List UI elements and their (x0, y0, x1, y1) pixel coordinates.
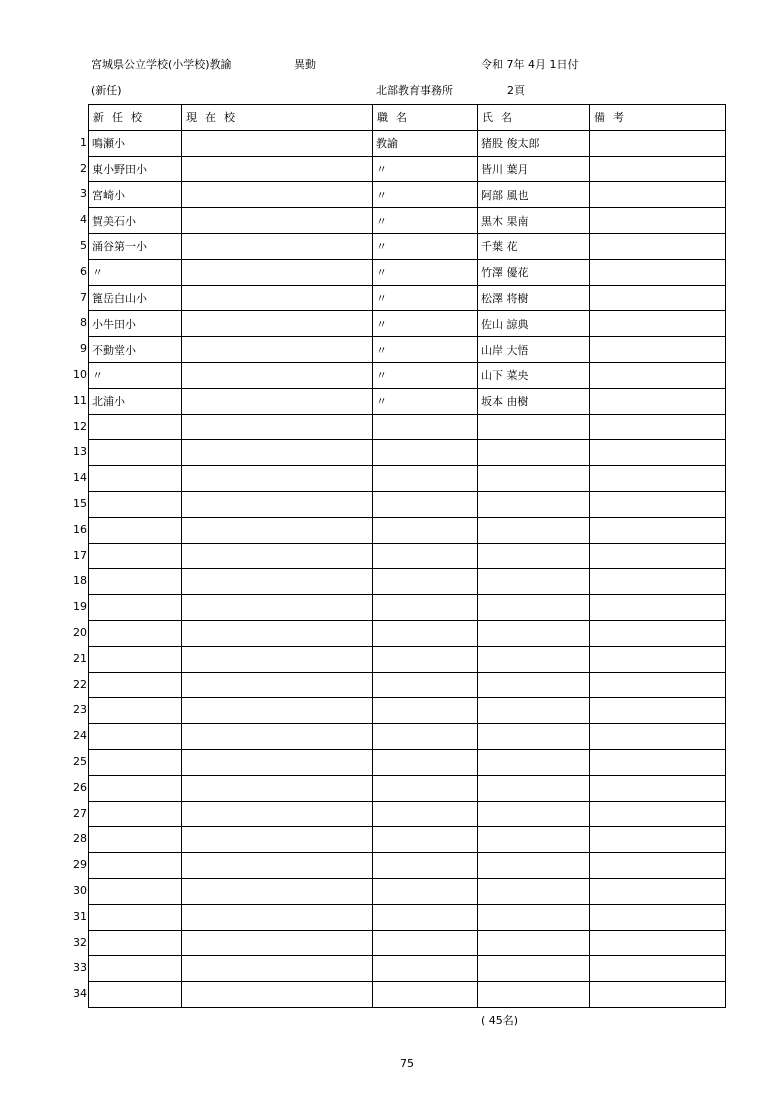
new-school-text: 篦岳白山小 (92, 291, 147, 305)
cell-new-school (73, 362, 182, 388)
cell-note (590, 956, 726, 982)
cell-name (478, 620, 590, 646)
cell-note (590, 182, 726, 208)
cell-note (590, 646, 726, 672)
cell-new-school (73, 672, 182, 698)
table-row (89, 646, 726, 672)
cell-position (373, 672, 478, 698)
cell-new-school (73, 491, 182, 517)
table-row (89, 569, 726, 595)
row-number: 28 (73, 832, 87, 846)
row-number: 31 (73, 909, 87, 923)
row-number: 6 (80, 264, 87, 278)
row-number: 23 (73, 703, 87, 717)
cell-new-school (73, 698, 182, 724)
cell-name: 山下 菜央 (478, 362, 590, 388)
table-row (89, 182, 726, 208)
cell-note (590, 595, 726, 621)
cell-name (478, 517, 590, 543)
cell-name (478, 595, 590, 621)
row-number: 29 (73, 858, 87, 872)
cell-name (478, 853, 590, 879)
cell-new-school (73, 749, 182, 775)
row-number: 18 (73, 574, 87, 588)
cell-note (590, 311, 726, 337)
cell-name (478, 878, 590, 904)
cell-name: 千葉 花 (478, 233, 590, 259)
cell-name (478, 414, 590, 440)
cell-new-school (80, 156, 182, 182)
cell-note (590, 440, 726, 466)
new-school-text: 不動堂小 (92, 343, 136, 357)
cell-position (373, 775, 478, 801)
office-name: 北部教育事務所 (376, 84, 453, 97)
row-number: 21 (73, 651, 87, 665)
cell-position: 〃 (373, 388, 478, 414)
cell-new-school (73, 466, 182, 492)
cell-position: 〃 (373, 259, 478, 285)
cell-current-school (182, 233, 373, 259)
table-row (89, 672, 726, 698)
table-row (89, 311, 726, 337)
cell-position (373, 620, 478, 646)
cell-name (478, 982, 590, 1008)
table-row (89, 130, 726, 156)
table-row (89, 543, 726, 569)
cell-note (590, 982, 726, 1008)
cell-position (373, 749, 478, 775)
new-school-text: 東小野田小 (92, 162, 147, 176)
row-number: 13 (73, 445, 87, 459)
cell-position (373, 698, 478, 724)
cell-note (590, 930, 726, 956)
cell-new-school (73, 982, 182, 1008)
column-header-name: 氏名 (478, 105, 590, 131)
cell-new-school (73, 646, 182, 672)
cell-current-school (182, 620, 373, 646)
cell-position (373, 491, 478, 517)
cell-current-school (182, 569, 373, 595)
cell-note (590, 208, 726, 234)
cell-current-school (182, 208, 373, 234)
cell-new-school (73, 620, 182, 646)
cell-name: 黒木 果南 (478, 208, 590, 234)
cell-name (478, 827, 590, 853)
cell-position: 教諭 (373, 130, 478, 156)
cell-note (590, 233, 726, 259)
cell-current-school (182, 466, 373, 492)
cell-current-school (182, 130, 373, 156)
cell-name (478, 440, 590, 466)
cell-note (590, 130, 726, 156)
cell-position (373, 646, 478, 672)
cell-note (590, 543, 726, 569)
cell-position (373, 569, 478, 595)
row-number: 3 (80, 187, 87, 201)
cell-current-school (182, 646, 373, 672)
cell-new-school (73, 930, 182, 956)
column-header-new-school: 新任校 (89, 105, 182, 131)
table-row (89, 956, 726, 982)
cell-current-school (182, 285, 373, 311)
cell-note (590, 362, 726, 388)
table-row (89, 491, 726, 517)
cell-name (478, 466, 590, 492)
cell-position (373, 853, 478, 879)
cell-current-school (182, 156, 373, 182)
cell-current-school (182, 362, 373, 388)
effective-date: 令和 7年 4月 1日付 (481, 58, 579, 71)
cell-current-school (182, 930, 373, 956)
cell-name (478, 775, 590, 801)
row-number: 7 (80, 290, 87, 304)
table-row (89, 440, 726, 466)
cell-name (478, 543, 590, 569)
cell-current-school (182, 827, 373, 853)
cell-current-school (182, 595, 373, 621)
row-number: 12 (73, 419, 87, 433)
row-number: 8 (80, 316, 87, 330)
cell-current-school (182, 801, 373, 827)
cell-current-school (182, 724, 373, 750)
table-row (89, 878, 726, 904)
cell-name (478, 724, 590, 750)
row-number: 17 (73, 548, 87, 562)
cell-position (373, 904, 478, 930)
cell-name: 阿部 風也 (478, 182, 590, 208)
cell-note (590, 259, 726, 285)
table-row (89, 233, 726, 259)
cell-current-school (182, 337, 373, 363)
cell-name (478, 646, 590, 672)
cell-new-school (73, 724, 182, 750)
row-number: 32 (73, 935, 87, 949)
cell-new-school (73, 517, 182, 543)
cell-note (590, 878, 726, 904)
cell-current-school (182, 517, 373, 543)
table-row (89, 982, 726, 1008)
cell-note (590, 620, 726, 646)
cell-note (590, 749, 726, 775)
cell-new-school (80, 337, 182, 363)
row-number: 19 (73, 600, 87, 614)
cell-new-school (80, 233, 182, 259)
cell-current-school (182, 491, 373, 517)
cell-position (373, 827, 478, 853)
row-number: 1 (80, 135, 87, 149)
cell-name (478, 749, 590, 775)
cell-name: 皆川 葉月 (478, 156, 590, 182)
cell-current-school (182, 440, 373, 466)
table-row (89, 724, 726, 750)
new-school-text: 北浦小 (92, 395, 125, 409)
cell-position (373, 982, 478, 1008)
cell-position (373, 543, 478, 569)
row-number: 5 (80, 238, 87, 252)
cell-position (373, 440, 478, 466)
cell-note (590, 517, 726, 543)
cell-current-school (182, 543, 373, 569)
table-row (89, 414, 726, 440)
cell-note (590, 491, 726, 517)
row-number: 9 (80, 342, 87, 356)
cell-note (590, 904, 726, 930)
cell-position: 〃 (373, 208, 478, 234)
cell-new-school (80, 285, 182, 311)
cell-position (373, 517, 478, 543)
cell-current-school (182, 904, 373, 930)
table-row (89, 156, 726, 182)
cell-current-school (182, 749, 373, 775)
cell-new-school (80, 311, 182, 337)
row-number: 2 (80, 161, 87, 175)
cell-note (590, 698, 726, 724)
cell-current-school (182, 414, 373, 440)
cell-name: 猪股 俊太郎 (478, 130, 590, 156)
cell-position: 〃 (373, 156, 478, 182)
row-number: 27 (73, 806, 87, 820)
cell-name: 竹澤 優花 (478, 259, 590, 285)
row-number: 22 (73, 677, 87, 691)
cell-name (478, 491, 590, 517)
cell-note (590, 285, 726, 311)
new-school-text: 〃 (92, 266, 103, 280)
cell-position (373, 801, 478, 827)
cell-new-school (73, 827, 182, 853)
table-row (89, 337, 726, 363)
cell-current-school (182, 182, 373, 208)
cell-name (478, 801, 590, 827)
cell-position: 〃 (373, 362, 478, 388)
cell-note (590, 156, 726, 182)
cell-position: 〃 (373, 311, 478, 337)
row-number: 14 (73, 471, 87, 485)
roster-table (73, 104, 726, 1008)
row-number: 34 (73, 987, 87, 1001)
cell-current-school (182, 698, 373, 724)
cell-new-school (73, 853, 182, 879)
table-row (89, 904, 726, 930)
cell-new-school (73, 878, 182, 904)
transfer-type: 異動 (294, 58, 316, 71)
cell-current-school (182, 878, 373, 904)
cell-new-school (73, 956, 182, 982)
cell-name: 山岸 大悟 (478, 337, 590, 363)
row-number: 30 (73, 883, 87, 897)
cell-name: 松澤 将樹 (478, 285, 590, 311)
cell-position: 〃 (373, 285, 478, 311)
row-number: 26 (73, 780, 87, 794)
new-school-text: 小牛田小 (92, 317, 136, 331)
table-row (89, 466, 726, 492)
cell-current-school (182, 672, 373, 698)
column-header-note: 備考 (590, 105, 726, 131)
page-label: 2頁 (507, 84, 525, 97)
cell-name (478, 956, 590, 982)
table-row (89, 259, 726, 285)
table-row (89, 620, 726, 646)
row-number: 24 (73, 729, 87, 743)
new-school-text: 賀美石小 (92, 214, 136, 228)
cell-position: 〃 (373, 233, 478, 259)
table-row (89, 827, 726, 853)
column-header-position: 職名 (373, 105, 478, 131)
cell-note (590, 853, 726, 879)
table-row (89, 595, 726, 621)
table-row (89, 362, 726, 388)
category-label: (新任) (91, 84, 122, 97)
document-title: 宮城県公立学校(小学校)教諭 (91, 58, 232, 71)
cell-position (373, 466, 478, 492)
table-header-row (89, 105, 726, 131)
cell-current-school (182, 388, 373, 414)
cell-position (373, 414, 478, 440)
new-school-text: 鳴瀬小 (92, 137, 125, 151)
cell-current-school (182, 982, 373, 1008)
cell-new-school (73, 775, 182, 801)
table-row (89, 388, 726, 414)
table-row (89, 517, 726, 543)
cell-current-school (182, 956, 373, 982)
column-header-current-school: 現在校 (182, 105, 373, 131)
row-number: 33 (73, 961, 87, 975)
table-row (89, 698, 726, 724)
table-row (89, 208, 726, 234)
cell-name (478, 698, 590, 724)
page-number: 75 (400, 1057, 414, 1070)
cell-current-school (182, 259, 373, 285)
row-number: 4 (80, 213, 87, 227)
cell-note (590, 827, 726, 853)
cell-new-school (80, 208, 182, 234)
cell-current-school (182, 775, 373, 801)
cell-note (590, 388, 726, 414)
row-number: 25 (73, 754, 87, 768)
cell-name: 佐山 諒典 (478, 311, 590, 337)
total-count: ( 45名) (481, 1014, 519, 1027)
cell-position: 〃 (373, 182, 478, 208)
cell-note (590, 672, 726, 698)
cell-new-school (73, 904, 182, 930)
cell-name: 坂本 由樹 (478, 388, 590, 414)
cell-position: 〃 (373, 337, 478, 363)
cell-position (373, 930, 478, 956)
row-number: 15 (73, 496, 87, 510)
table-row (89, 801, 726, 827)
cell-note (590, 414, 726, 440)
cell-note (590, 466, 726, 492)
cell-position (373, 724, 478, 750)
new-school-text: 宮崎小 (92, 188, 125, 202)
cell-new-school (80, 130, 182, 156)
cell-new-school (73, 801, 182, 827)
table-row (89, 930, 726, 956)
cell-note (590, 775, 726, 801)
cell-name (478, 904, 590, 930)
cell-name (478, 930, 590, 956)
cell-note (590, 337, 726, 363)
cell-new-school (73, 543, 182, 569)
new-school-text: 涌谷第一小 (92, 240, 147, 254)
cell-note (590, 801, 726, 827)
cell-name (478, 672, 590, 698)
table-row (89, 285, 726, 311)
cell-new-school (80, 259, 182, 285)
row-number: 16 (73, 522, 87, 536)
cell-name (478, 569, 590, 595)
cell-position (373, 878, 478, 904)
cell-new-school (73, 414, 182, 440)
row-number: 11 (73, 393, 87, 407)
table-row (89, 749, 726, 775)
cell-note (590, 724, 726, 750)
table-row (89, 775, 726, 801)
cell-current-school (182, 853, 373, 879)
cell-new-school (73, 595, 182, 621)
new-school-text: 〃 (92, 369, 103, 383)
row-number: 20 (73, 625, 87, 639)
cell-position (373, 956, 478, 982)
cell-note (590, 569, 726, 595)
table-row (89, 853, 726, 879)
cell-new-school (73, 388, 182, 414)
cell-new-school (73, 440, 182, 466)
cell-new-school (80, 182, 182, 208)
cell-current-school (182, 311, 373, 337)
cell-position (373, 595, 478, 621)
cell-new-school (73, 569, 182, 595)
row-number: 10 (73, 367, 87, 381)
